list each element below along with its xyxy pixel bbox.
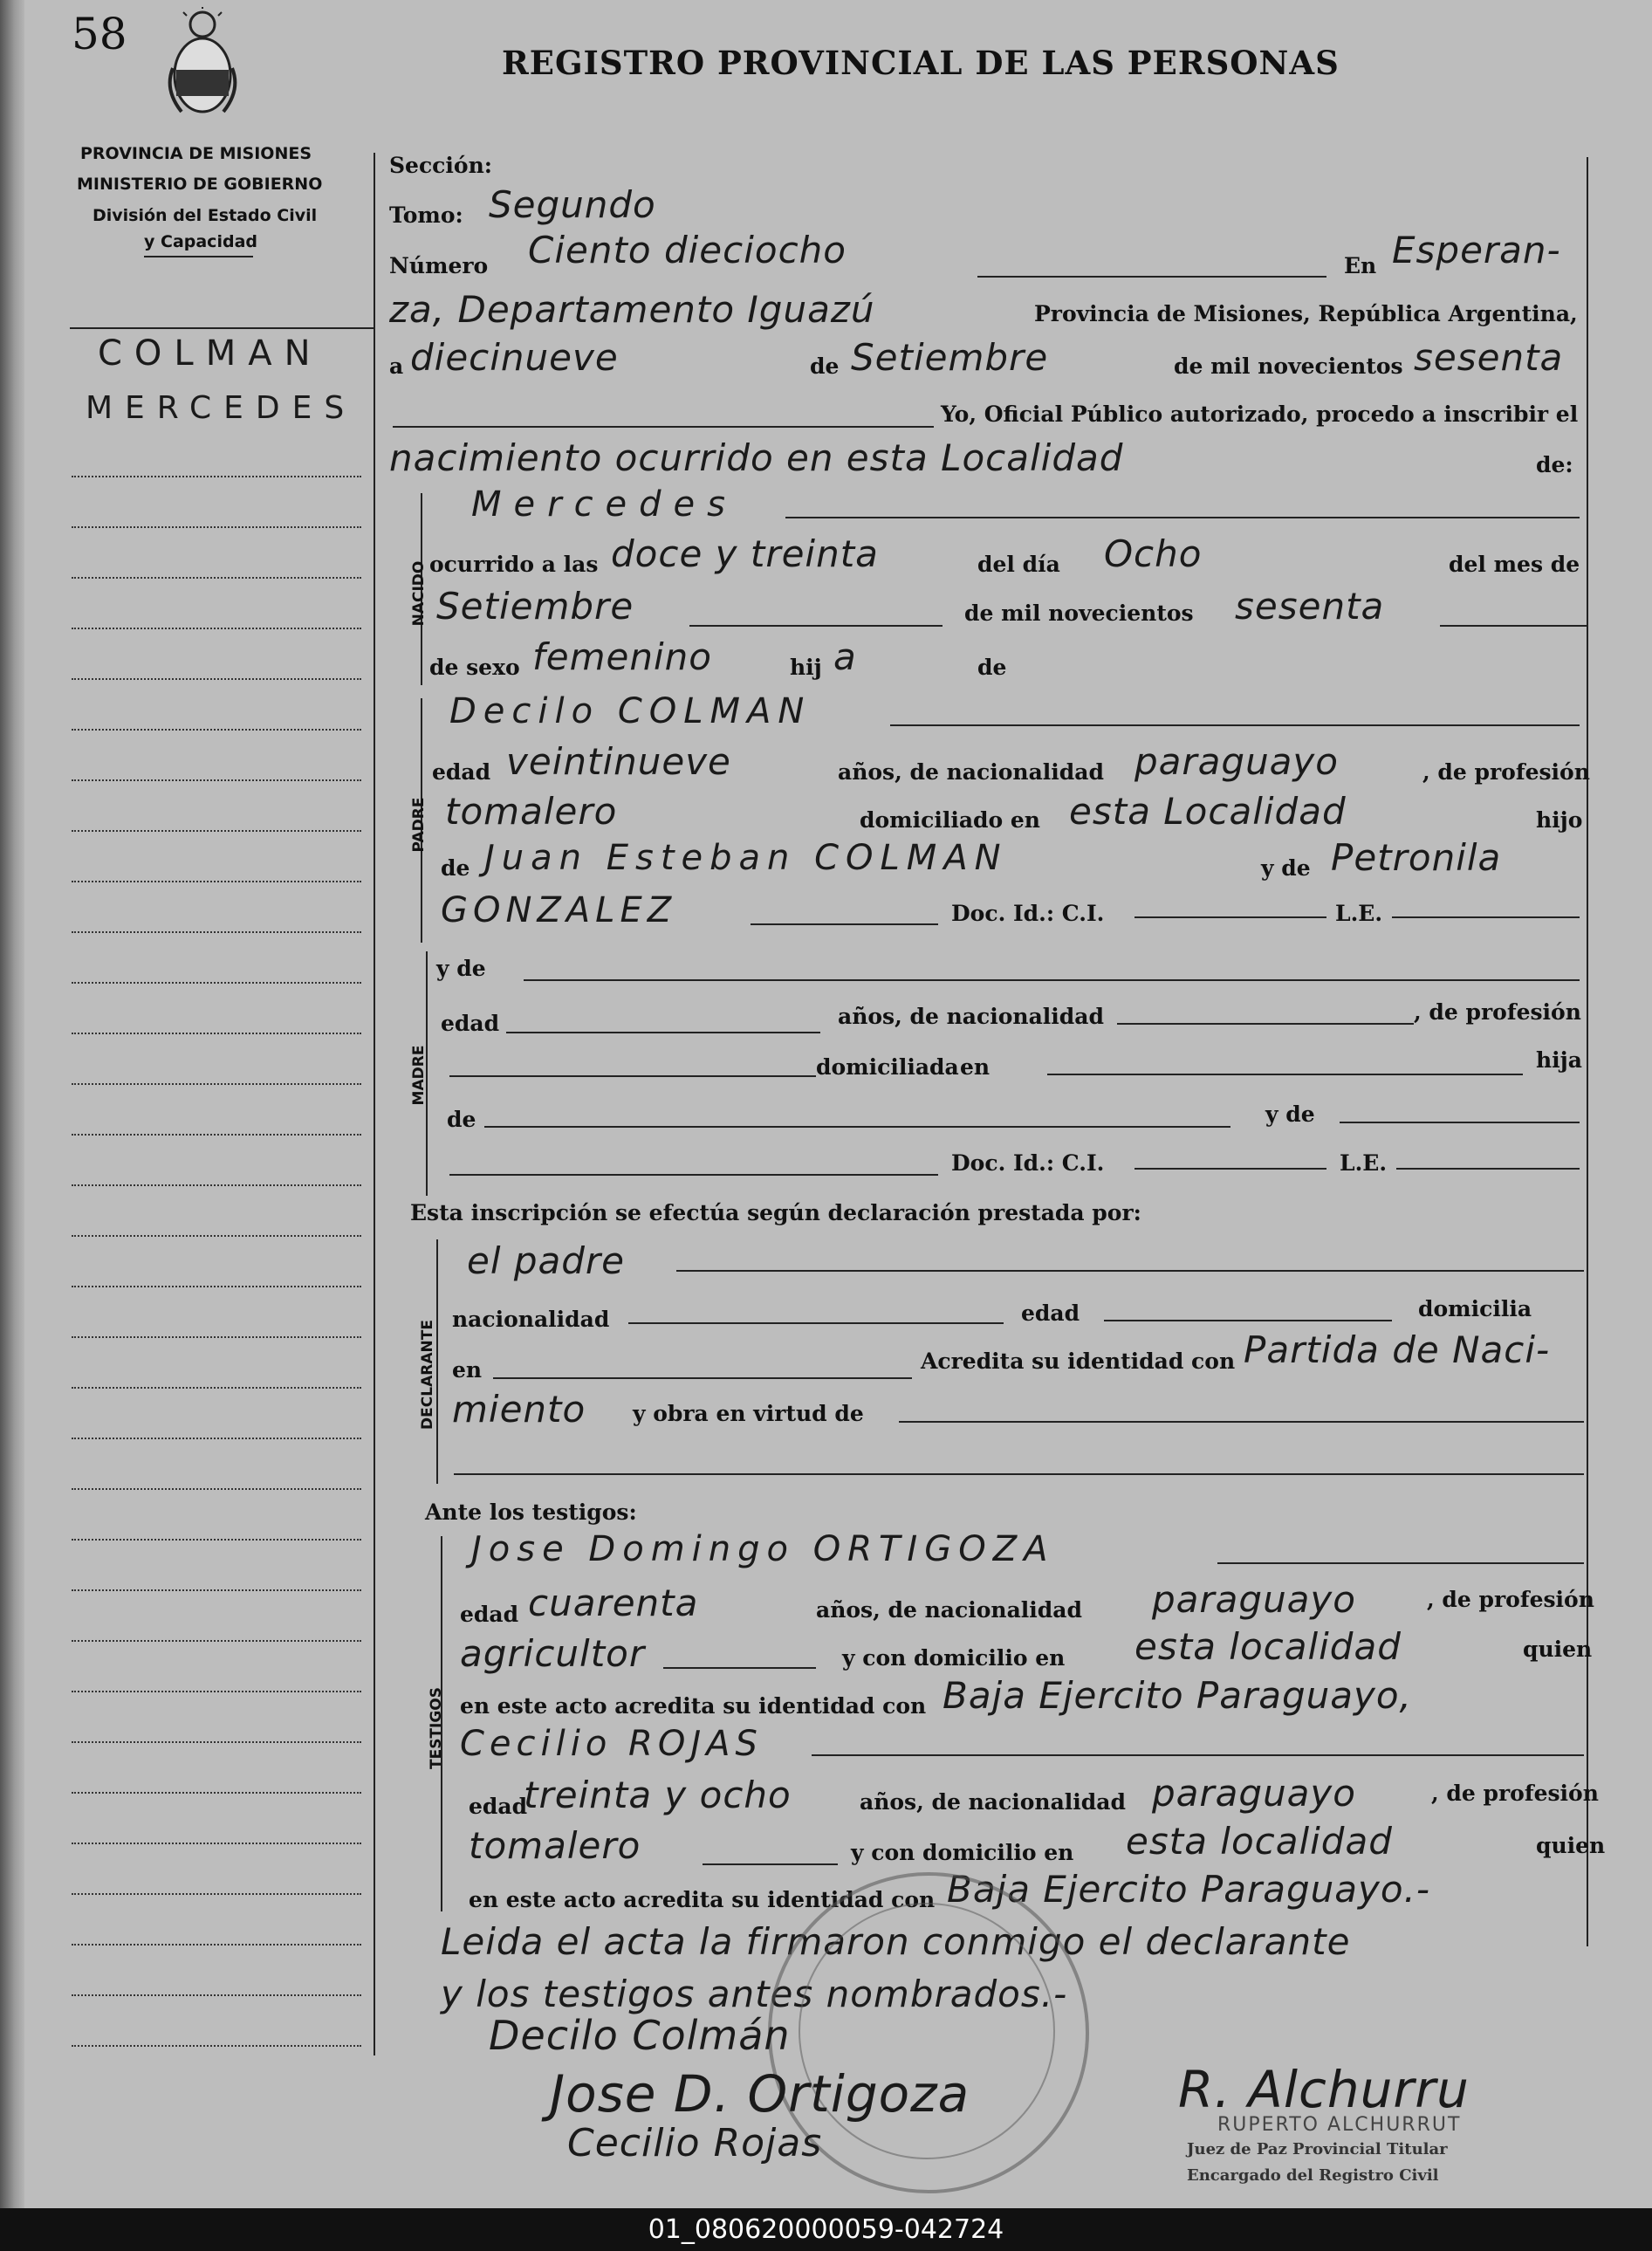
testigo1-acredita: Baja Ejercito Paraguayo, [943,1674,1412,1717]
testigo1-acredita-label: en este acto acredita su identidad con [460,1693,927,1719]
testigo1-edad-label: edad [460,1602,519,1627]
anio-label: de mil novecientos [964,600,1194,626]
testigo1-profesion: agricultor [460,1632,646,1675]
padre-anios-label: años, de nacionalidad [838,759,1104,785]
madre-le-label: L.E. [1340,1150,1388,1176]
padre-mother-value-b: GONZALEZ [441,890,677,930]
oficial-text: Yo, Oficial Público autorizado, procedo a inscribir el [941,401,1579,427]
page-number: 58 [72,9,127,59]
anio-value: sesenta [1235,585,1385,628]
testigo2-anios-label: años, de nacionalidad [860,1789,1126,1815]
signature-4: R. Alchurru [1178,2060,1470,2119]
padre-domiciliado-label: domiciliado en [860,807,1040,833]
madre-hija-label: hija [1536,1047,1582,1073]
testigo1-profesion-label: , de profesión [1427,1587,1594,1612]
margin-ruled-line [72,1994,361,1996]
tomo-value: Segundo [489,183,656,226]
margin-ruled-line [72,678,361,680]
testigo2-edad-label: edad [469,1794,528,1819]
testigo2-quien-label: quien [1536,1833,1606,1858]
testigos-section-label: TESTIGOS [428,1686,445,1770]
page-title: REGISTRO PROVINCIAL DE LAS PERSONAS [502,44,1340,82]
padre-edad-label: edad [432,759,491,785]
padre-hijo-label: hijo [1536,807,1583,833]
declarante-domicilia-label: domicilia [1418,1296,1532,1321]
testigo2-profesion: tomalero [469,1824,641,1867]
madre-section-label: MADRE [410,1045,428,1106]
margin-ruled-line [72,1438,361,1439]
declarante-section-label: DECLARANTE [419,1320,436,1430]
place-value-b: za, Departamento Iguazú [389,288,875,331]
testigo2-acredita-label: en este acto acredita su identidad con [469,1887,936,1912]
padre-le-label: L.E. [1335,901,1383,926]
closing-line-2: y los testigos antes nombrados.- [441,1973,1068,2015]
madre-profesion-label: , de profesión [1414,999,1581,1025]
office-line-3: División del Estado Civil [93,206,318,225]
padre-edad-value: veintinueve [506,740,731,783]
margin-ruled-line [72,779,361,781]
testigo2-acredita: Baja Ejercito Paraguayo.- [947,1868,1431,1911]
margin-given-name: MERCEDES [86,390,357,426]
padre-nacionalidad-value: paraguayo [1134,740,1339,783]
padre-domicilio-value: esta Localidad [1069,790,1347,833]
testigo2-name: Cecilio ROJAS [460,1724,763,1764]
madre-domiciliada-label: domiciliada [816,1054,959,1080]
margin-ruled-line [72,1134,361,1136]
judge-stamp-line-1: RUPERTO ALCHURRUT [1217,2114,1462,2136]
del-mes-label: del mes de [1449,552,1580,577]
office-line-1: PROVINCIA DE MISIONES [80,144,312,163]
nacido-de-label: de [977,655,1007,680]
declarante-nacionalidad-label: nacionalidad [452,1307,610,1332]
margin-ruled-line [72,628,361,629]
dia-value: Ocho [1104,532,1203,575]
ante-testigos-label: Ante los testigos: [425,1500,637,1525]
madre-en-label: en [960,1054,991,1080]
margin-ruled-line [72,830,361,832]
provincia-text: Provincia de Misiones, República Argentina, [1034,301,1578,326]
nacido-section-label: NACIDO [410,560,428,627]
margin-ruled-line [72,1539,361,1541]
margin-ruled-line [72,1336,361,1338]
margin-ruled-line [72,1184,361,1186]
madre-y-de-label: y de [436,956,486,981]
de-label-header: de [810,353,840,379]
signature-2: Jose D. Ortigoza [550,2064,970,2124]
inscribir-value: nacimiento ocurrido en esta Localidad [389,436,1124,479]
margin-ruled-line [72,1286,361,1287]
judge-stamp-line-3: Encargado del Registro Civil [1187,2166,1439,2185]
hij-value: a [833,635,857,678]
nacido-name-value: Mercedes [471,484,738,525]
margin-ruled-line [72,1741,361,1743]
margin-ruled-line [72,1944,361,1946]
madre-y-de2-label: y de [1265,1101,1315,1127]
sexo-label: de sexo [429,655,520,680]
margin-ruled-line [72,526,361,528]
testigo1-anios-label: años, de nacionalidad [816,1597,1082,1623]
madre-doc-label: Doc. Id.: C.I. [951,1150,1105,1176]
declarante-value: el padre [467,1239,626,1282]
testigo2-profesion-label: , de profesión [1431,1781,1599,1806]
margin-ruled-line [72,1589,361,1591]
signature-1: Decilo Colmán [489,2012,791,2059]
margin-ruled-line [72,931,361,933]
testigo1-name: Jose Domingo ORTIGOZA [471,1529,1055,1569]
numero-value: Ciento dieciocho [528,229,847,271]
hora-value: doce y treinta [611,532,879,575]
hij-label: hij [790,655,822,680]
testigo1-nacionalidad: paraguayo [1152,1578,1356,1621]
seccion-label: Sección: [389,153,492,178]
coat-of-arms-icon [164,7,241,125]
place-value-a: Esperan- [1392,229,1561,271]
image-identifier-footer: 01_080620000059-042724 [0,2208,1652,2251]
del-dia-label: del día [977,552,1060,577]
testigo1-edad: cuarenta [528,1582,699,1624]
margin-ruled-line [72,2045,361,2047]
margin-surname: COLMAN [98,333,323,374]
en-label: En [1344,253,1377,278]
margin-ruled-line [72,577,361,579]
testigo1-domicilio: esta localidad [1134,1625,1402,1668]
padre-father-value: Juan Esteban COLMAN [484,838,1008,878]
padre-section-label: PADRE [410,797,428,853]
tomo-label: Tomo: [389,202,463,228]
margin-ruled-line [72,1640,361,1642]
testigo2-edad: treinta y ocho [524,1774,792,1816]
ocurrido-label: ocurrido a las [429,552,599,577]
madre-anios-label: años, de nacionalidad [838,1004,1104,1029]
mes-value: Setiembre [436,585,634,628]
margin-ruled-line [72,1083,361,1085]
margin-ruled-line [72,1792,361,1794]
margin-ruled-line [72,1843,361,1844]
testigo2-domicilio: esta localidad [1126,1820,1393,1863]
margin-ruled-line [72,1893,361,1895]
year-value: sesenta [1414,336,1564,379]
a-label: a [389,353,404,379]
judge-stamp-line-2: Juez de Paz Provincial Titular [1187,2140,1448,2158]
margin-ruled-line [72,881,361,882]
month-value: Setiembre [851,336,1049,379]
margin-ruled-line [72,729,361,731]
day-value: diecinueve [410,336,619,379]
office-line-4: y Capacidad [144,232,257,251]
testigo1-domicilio-label: y con domicilio en [842,1645,1066,1671]
de-colon-label: de: [1536,452,1573,477]
testigo2-nacionalidad: paraguayo [1152,1772,1356,1815]
madre-edad-label: edad [441,1011,500,1036]
declarante-edad-label: edad [1021,1301,1080,1326]
margin-ruled-line [72,1387,361,1389]
margin-ruled-line [72,1488,361,1490]
padre-de-label: de [441,855,470,881]
padre-y-de-label: y de [1261,855,1311,881]
declarante-acredita-value-b: miento [452,1388,586,1431]
madre-de-label: de [447,1107,476,1132]
padre-mother-value-a: Petronila [1331,836,1502,879]
margin-ruled-line [72,1235,361,1237]
padre-profesion-value: tomalero [445,790,618,833]
testigo2-domicilio-label: y con domicilio en [851,1840,1074,1865]
margin-ruled-line [72,982,361,984]
sexo-value: femenino [532,635,712,678]
declarante-acredita-label: Acredita su identidad con [921,1349,1236,1374]
margin-ruled-line [72,1691,361,1692]
margin-ruled-line [72,1033,361,1034]
signature-3: Cecilio Rojas [567,2121,823,2165]
year-text: de mil novecientos [1174,353,1403,379]
declarante-en-label: en [452,1357,483,1383]
numero-label: Número [389,253,489,278]
closing-line-1: Leida el acta la firmaron conmigo el declarante [441,1920,1351,1963]
padre-profesion-label: , de profesión [1422,759,1590,785]
padre-name-value: Decilo COLMAN [449,691,812,731]
declarante-acredita-value-a: Partida de Naci- [1244,1328,1551,1371]
padre-doc-label: Doc. Id.: C.I. [951,901,1105,926]
declaracion-text: Esta inscripción se efectúa según declaración prestada por: [410,1200,1141,1225]
book-spine [0,0,24,2208]
office-line-2: MINISTERIO DE GOBIERNO [77,175,323,194]
declarante-virtud-label: y obra en virtud de [633,1401,864,1426]
testigo1-quien-label: quien [1523,1637,1593,1662]
margin-ruled-line [72,476,361,477]
